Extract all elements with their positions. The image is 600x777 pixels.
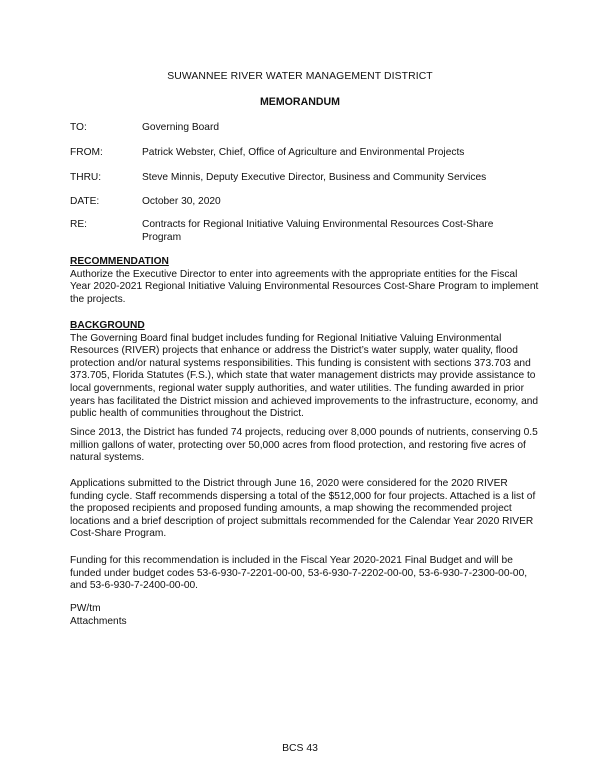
recommendation-heading: RECOMMENDATION	[70, 256, 169, 267]
background-paragraph-2: Since 2013, the District has funded 74 projects, reducing over 8,000 pounds of nutrients, conserving 0.5 million gallons of water, protecting over 50,000 acres from flood protection, and restoring five acres of natural systems.	[70, 427, 538, 464]
organization-name: SUWANNEE RIVER WATER MANAGEMENT DISTRICT	[167, 71, 433, 82]
from-value: Patrick Webster, Chief, Office of Agriculture and Environmental Projects	[142, 147, 465, 158]
re-label: RE:	[70, 219, 87, 230]
document-title: MEMORANDUM	[259, 96, 341, 108]
background-heading: BACKGROUND	[70, 320, 145, 331]
recommendation-text: Authorize the Executive Director to enter into agreements with the appropriate entities for the Fiscal Year 2020-2021 Regional Initiative Valuing Environmental Resources Cost-Share Program to implement the projects.	[70, 268, 539, 305]
recommendation-section	[70, 256, 540, 306]
background-paragraph-4: Funding for this recommendation is included in the Fiscal Year 2020-2021 Final Budget and will be funded under budget codes 53-6-930-7-2201-00-00, 53-6-930-7-2202-00-00, 53-6-930-7-2300-00-00, and 53-6-930-7-2400-00-00.	[70, 555, 528, 592]
initials: PW/tm	[70, 603, 101, 614]
page-number: BCS 43	[282, 743, 318, 754]
thru-label: THRU:	[70, 172, 102, 183]
background-paragraph-1: The Governing Board final budget includes funding for Regional Initiative Valuing Environmental Resources (RIVER) projects that enhance or address the District’s water supply, water quality, flood protection and/or natural systems responsibilities. This funding is consistent with sections 373.703 and 373.705, Florida Statutes (F.S.), which state that water management districts may provide assistance to local governments, regional water supply authorities, and water utilities. The funding awarded in prior years has facilitated the District mission and achieved improvements to the infrastructure, economy, and public health of communities throughout the District.	[70, 332, 539, 420]
to-label: TO:	[70, 122, 87, 133]
date-value: October 30, 2020	[142, 196, 221, 207]
thru-value: Steve Minnis, Deputy Executive Director, Business and Community Services	[142, 172, 487, 183]
background-section	[70, 320, 540, 421]
background-paragraph-3: Applications submitted to the District through June 16, 2020 were considered for the 2020 RIVER funding cycle. Staff recommends dispersing a total of the $512,000 for four projects. Attached is a list of the proposed recipients and proposed funding amounts, a map showing the recommended project locations and a brief description of project submittals recommended for the Calendar Year 2020 RIVER Cost-Share Program.	[70, 478, 536, 540]
to-value: Governing Board	[142, 122, 220, 133]
re-value: Contracts for Regional Initiative Valuing Environmental Resources Cost-Share Program	[142, 219, 494, 243]
signature-block	[70, 603, 127, 628]
from-label: FROM:	[70, 147, 103, 158]
date-label: DATE:	[70, 196, 100, 207]
attachments-note: Attachments	[70, 615, 127, 627]
